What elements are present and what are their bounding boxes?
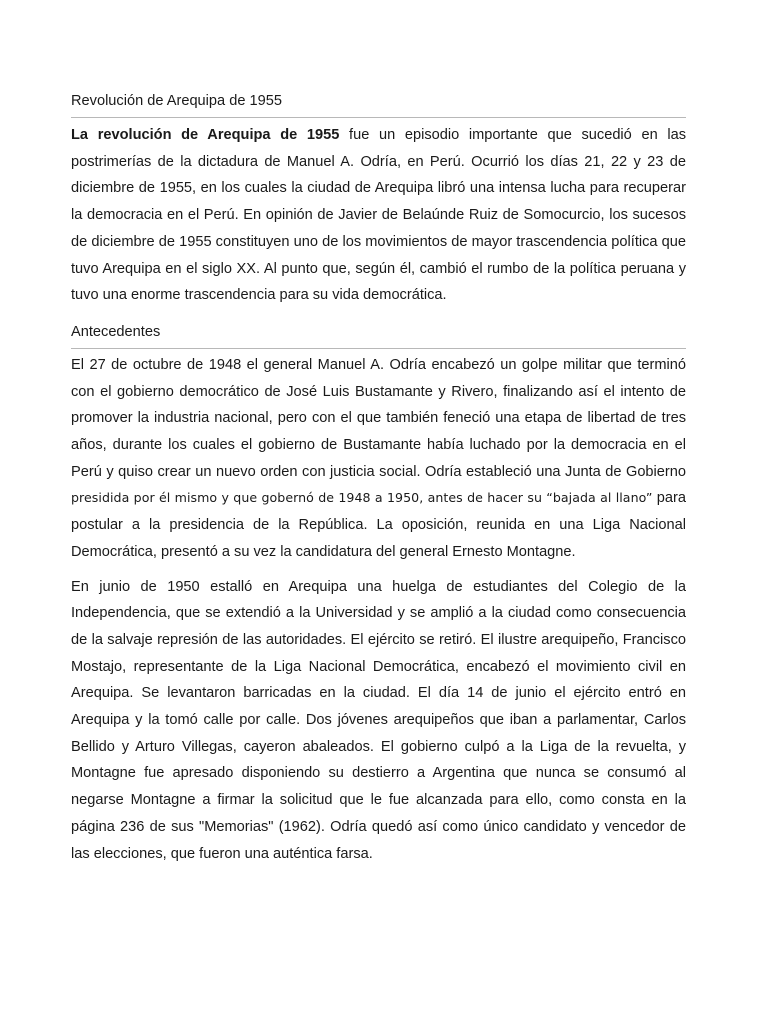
document-title: Revolución de Arequipa de 1955 bbox=[71, 88, 686, 118]
antecedentes-p1-part1: El 27 de octubre de 1948 el general Manuel A. Odría encabezó un golpe militar que terminó con el gobierno democrático de José Luis Bustamante y Rivero, finalizando así el intento de promover la industria nacional, pero con el que también feneció una etapa de libertad de tres años, durante los cuales el gobierno de Bustamante había luchado por la democracia en el Perú y quiso crear un nuevo orden con justicia social. Odría estableció una Junta de Gobierno bbox=[71, 356, 686, 480]
section-heading-antecedentes: Antecedentes bbox=[71, 319, 686, 349]
antecedentes-paragraph-1 bbox=[71, 352, 686, 566]
antecedentes-p1-part3: para postular a la presidencia de la República. La oposición, reunida en una Liga Nacional Democrática, presentó a su vez la candidatura del general Ernesto Montagne. bbox=[71, 490, 686, 560]
intro-text: fue un episodio importante que sucedió en las postrimerías de la dictadura de Manuel A. Odría, en Perú. Ocurrió los días 21, 22 y 23 de diciembre de 1955, en los cuales la ciudad de Arequipa libró una intensa lucha para recuperar la democracia en el Perú. En opinión de Javier de Belaúnde Ruiz de Somocurcio, los sucesos de diciembre de 1955 constituyen uno de los movimientos de mayor trascendencia política que tuvo Arequipa en el siglo XX. Al punto que, según él, cambió el rumbo de la política peruana y tuvo una enorme trascendencia para su vida democrática. bbox=[71, 127, 686, 304]
section-intro bbox=[71, 88, 686, 309]
section-antecedentes bbox=[71, 319, 686, 867]
antecedentes-paragraph-2: En junio de 1950 estalló en Arequipa una huelga de estudiantes del Colegio de la Independencia, que se extendió a la Universidad y se amplió a la ciudad como consecuencia de la salvaje represión de las autoridades. El ejército se retiró. El ilustre arequipeño, Francisco Mostajo, representante de la Liga Nacional Democrática, encabezó el movimiento civil en Arequipa. Se levantaron barricadas en la ciudad. El día 14 de junio el ejército entró en Arequipa y la tomó calle por calle. Dos jóvenes arequipeños que iban a parlamentar, Carlos Bellido y Arturo Villegas, cayeron abaleados. El gobierno culpó a la Liga de la revuelta, y Montagne fue apresado disponiendo su destierro a Argentina que nunca se consumó al negarse Montagne a firmar la solicitud que le fue alcanzada para ello, como consta en la página 236 de sus "Memorias" (1962). Odría quedó así como único candidato y vencedor de las elecciones, que fueron una auténtica farsa. bbox=[71, 578, 686, 862]
intro-paragraph bbox=[71, 122, 686, 309]
intro-bold-lead: La revolución de Arequipa de 1955 bbox=[71, 127, 340, 143]
antecedentes-p1-part2: presidida por él mismo y que gobernó de 1948 a 1950, antes de hacer su “bajada al llano” bbox=[71, 490, 653, 506]
